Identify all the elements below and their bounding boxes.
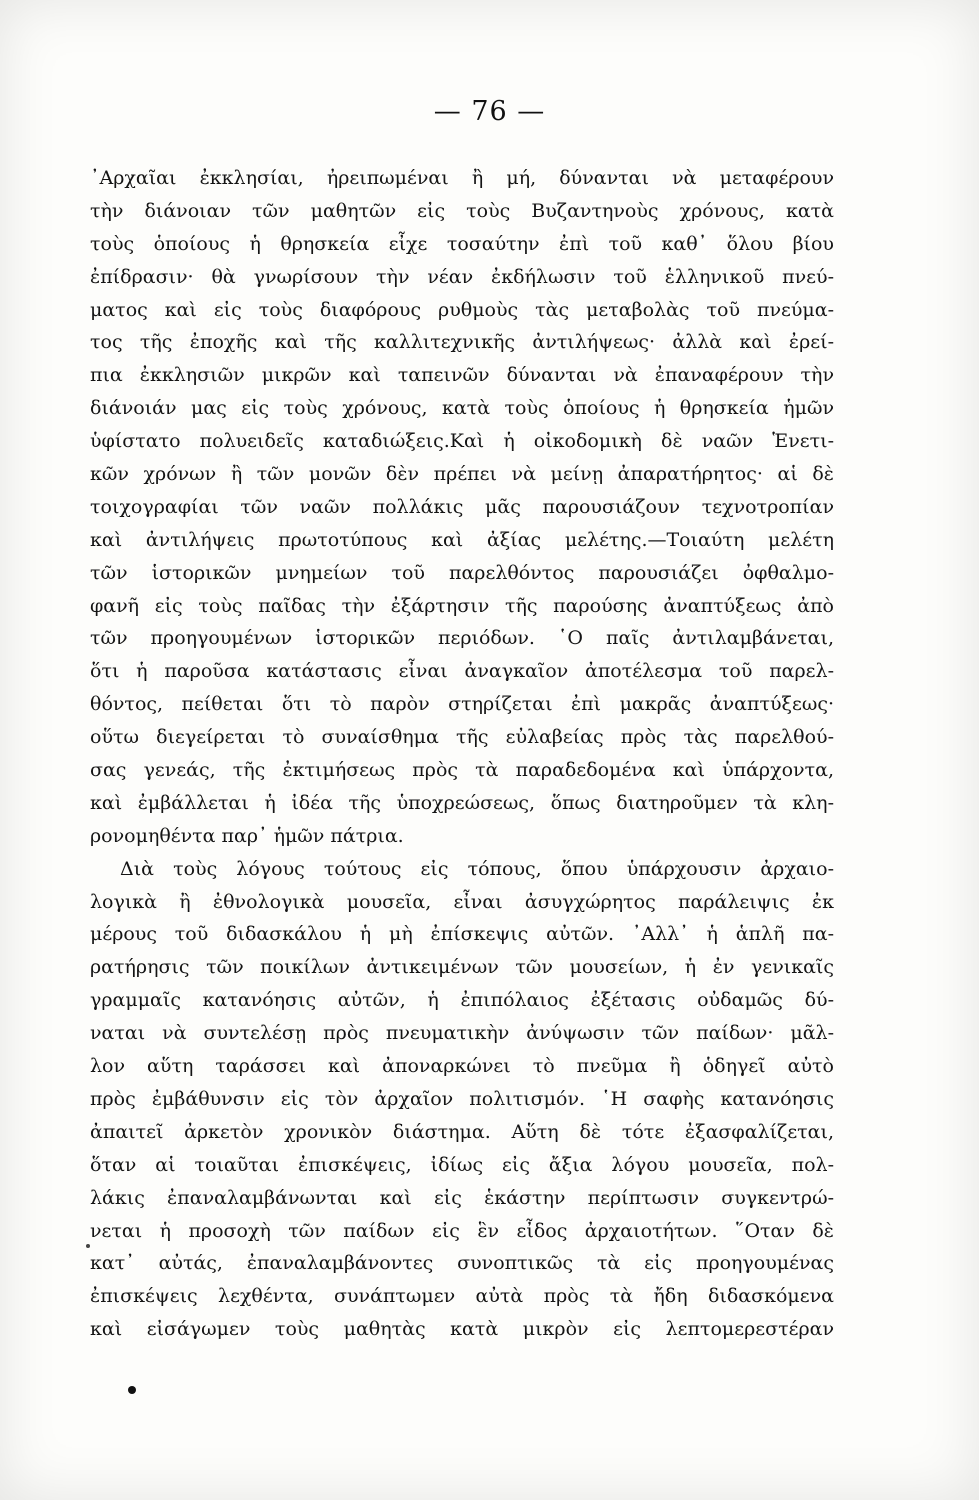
text-line: σας γενεάς, τῆς ἐκτιμήσεως πρὸς τὰ παραδεδομένα καὶ ὑπάρχοντα, bbox=[90, 759, 834, 782]
text-line: καὶ ἀντιλήψεις πρωτοτύπους καὶ ἀξίας μελέτης.—Τοιαύτη μελέτη bbox=[90, 528, 834, 551]
text-line: τῶν προηγουμένων ἱστορικῶν περιόδων. ῾Ο παῖς ἀντιλαμβάνεται, bbox=[90, 627, 834, 650]
text-line: τῶν ἱστορικῶν μνημείων τοῦ παρελθόντος παρουσιάζει ὀφθαλμο- bbox=[90, 561, 834, 584]
text-line: τὴν διάνοιαν τῶν μαθητῶν εἰς τοὺς Βυζαντηνοὺς χρόνους, κατὰ bbox=[90, 199, 834, 222]
page-number: — 76 — bbox=[433, 96, 546, 127]
text-line: ναται νὰ συντελέσῃ πρὸς πνευματικὴν ἀνύψωσιν τῶν παίδων· μᾶλ- bbox=[90, 1022, 834, 1045]
text-line: λον αὕτη ταράσσει καὶ ἀποναρκώνει τὸ πνεῦμα ἢ ὁδηγεῖ αὐτὸ bbox=[90, 1055, 834, 1078]
text-line: λογικὰ ἢ ἐθνολογικὰ μουσεῖα, εἶναι ἀσυγχώρητος παράλειψις ἐκ bbox=[90, 890, 834, 913]
text-line: διάνοιάν μας εἰς τοὺς χρόνους, κατὰ τοὺς ὁποίους ἡ θρησκεία ἡμῶν bbox=[90, 397, 834, 420]
text-line: θόντος, πείθεται ὅτι τὸ παρὸν στηρίζεται ἐπὶ μακρᾶς ἀναπτύξεως· bbox=[90, 693, 834, 716]
text-line: λάκις ἐπαναλαμβάνωνται καὶ εἰς ἑκάστην περίπτωσιν συγκεντρώ- bbox=[90, 1186, 834, 1209]
text-line: ὑφίστατο πολυειδεῖς καταδιώξεις.Καὶ ἡ οἰκοδομικὴ δὲ ναῶν Ἑνετι- bbox=[90, 430, 834, 453]
text-line: πια ἐκκλησιῶν μικρῶν καὶ ταπεινῶν δύνανται νὰ ἐπαναφέρουν τὴν bbox=[90, 364, 834, 387]
text-line: ἐπισκέψεις λεχθέντα, συνάπτωμεν αὐτὰ πρὸς τὰ ἤδη διδασκόμενα bbox=[90, 1285, 834, 1308]
text-line: ὅταν αἱ τοιαῦται ἐπισκέψεις, ἰδίως εἰς ἄξια λόγου μουσεῖα, πολ- bbox=[90, 1153, 834, 1176]
text-line: ματος καὶ εἰς τοὺς διαφόρους ρυθμοὺς τὰς μεταβολὰς τοῦ πνεύμα- bbox=[90, 298, 834, 321]
paragraph-end-line: ρονομηθέντα παρ᾿ ἡμῶν πάτρια. bbox=[90, 824, 404, 847]
text-line: ὅτι ἡ παροῦσα κατάστασις εἶναι ἀναγκαῖον ἀποτέλεσμα τοῦ παρελ- bbox=[90, 660, 834, 683]
text-line: φανῆ εἰς τοὺς παῖδας τὴν ἐξάρτησιν τῆς παρούσης ἀναπτύξεως ἀπὸ bbox=[90, 594, 834, 617]
text-line: καὶ εἰσάγωμεν τοὺς μαθητὰς κατὰ μικρὸν εἰς λεπτομερεστέραν bbox=[90, 1318, 834, 1341]
text-line: τοιχογραφίαι τῶν ναῶν πολλάκις μᾶς παρουσιάζουν τεχνοτροπίαν bbox=[90, 495, 834, 518]
text-line: τος τῆς ἐποχῆς καὶ τῆς καλλιτεχνικῆς ἀντιλήψεως· ἀλλὰ καὶ ἐρεί- bbox=[90, 331, 834, 354]
text-line: νεται ἡ προσοχὴ τῶν παίδων εἰς ἓν εἶδος ἀρχαιοτήτων. ῞Οταν δὲ bbox=[90, 1219, 834, 1242]
text-line: ἐπίδρασιν· θὰ γνωρίσουν τὴν νέαν ἐκδήλωσιν τοῦ ἑλληνικοῦ πνεύ- bbox=[90, 265, 834, 288]
ink-speck bbox=[128, 1386, 136, 1394]
text-line: ρατήρησις τῶν ποικίλων ἀντικειμένων τῶν μουσείων, ἡ ἐν γενικαῖς bbox=[90, 956, 834, 979]
text-line: πρὸς ἐμβάθυνσιν εἰς τὸν ἀρχαῖον πολιτισμόν. ῾Η σαφὴς κατανόησις bbox=[90, 1087, 834, 1110]
text-line: οὕτω διεγείρεται τὸ συναίσθημα τῆς εὐλαβείας πρὸς τὰς παρελθού- bbox=[90, 726, 834, 749]
page-body bbox=[90, 162, 834, 1346]
text-line: μέρους τοῦ διδασκάλου ἡ μὴ ἐπίσκεψις αὐτῶν. ᾿Αλλ᾿ ἡ ἁπλῆ πα- bbox=[90, 923, 834, 946]
text-line: κατ᾿ αὐτάς, ἐπαναλαμβάνοντες συνοπτικῶς τὰ εἰς προηγουμένας bbox=[90, 1252, 834, 1275]
text-line: κῶν χρόνων ἢ τῶν μονῶν δὲν πρέπει νὰ μείνῃ ἀπαρατήρητος· αἱ δὲ bbox=[90, 463, 834, 486]
text-line: ἀπαιτεῖ ἀρκετὸν χρονικὸν διάστημα. Αὕτη δὲ τότε ἐξασφαλίζεται, bbox=[90, 1120, 834, 1143]
text-line: ᾿Αρχαῖαι ἐκκλησίαι, ἠρειπωμέναι ἢ μή, δύνανται νὰ μεταφέρουν bbox=[90, 167, 834, 189]
text-line: γραμμαῖς κατανόησις αὐτῶν, ἡ ἐπιπόλαιος ἐξέτασις οὐδαμῶς δύ- bbox=[90, 989, 834, 1012]
text-line: τοὺς ὁποίους ἡ θρησκεία εἶχε τοσαύτην ἐπὶ τοῦ καθ᾿ ὅλου βίου bbox=[90, 232, 834, 255]
paragraph-start-line: Διὰ τοὺς λόγους τούτους εἰς τόπους, ὅπου ὑπάρχουσιν ἀρχαιο- bbox=[120, 857, 834, 880]
ink-speck bbox=[86, 1244, 90, 1248]
text-line: καὶ ἐμβάλλεται ἡ ἰδέα τῆς ὑποχρεώσεως, ὅπως διατηροῦμεν τὰ κλη- bbox=[90, 791, 834, 814]
